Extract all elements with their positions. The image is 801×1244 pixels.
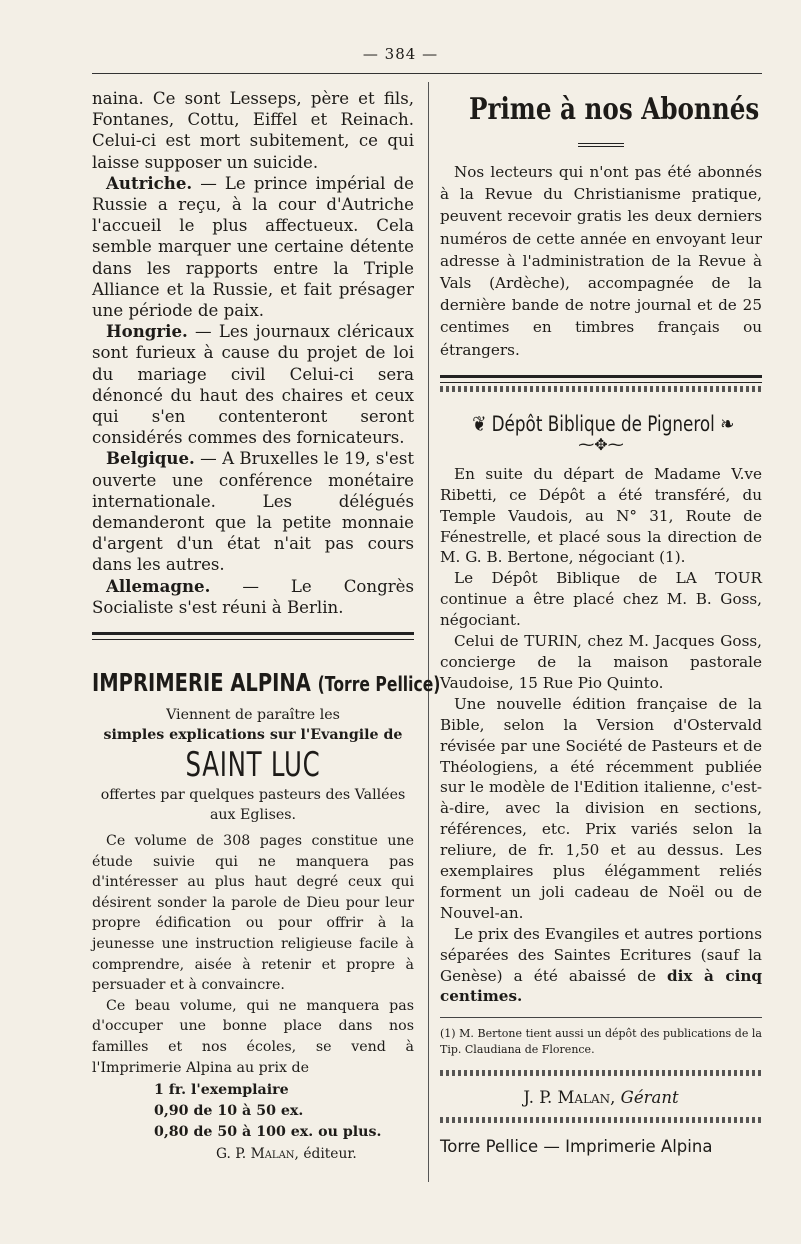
decorative-rule	[440, 1117, 762, 1123]
depot-text: Le prix des Evangiles et autres portions séparées des Saintes Ecritures (sauf la Genèse) a été abaissé de	[440, 924, 762, 985]
ad-description: Ce volume de 308 pages constitue une étude suivie qui ne manquera pas d'intéresser au plus haut degré ceux qui désirent sonder la parole de Dieu pour leur propre édification ou pour offrir à la jeunesse une instruction religieuse facile à comprendre, aisée à retenir et propre à persuader et à convaincre.	[92, 833, 414, 994]
ad-subtitle: simples explications sur l'Evangile de	[103, 727, 403, 744]
depot-paragraph: Le Dépôt Biblique de LA TOUR continue a être placé chez M. B. Goss, négociant.	[440, 569, 762, 630]
top-rule	[92, 73, 762, 74]
news-text: — A Bruxelles le 19, s'est ouverte une conférence monétaire internationale. Les délégués demanderont que la petite monnaie d'argent d'un état n'ait pas cours dans les autres.	[92, 449, 414, 575]
news-paragraph-autriche	[92, 173, 414, 321]
country-heading: Autriche.	[106, 172, 193, 193]
depot-title	[472, 411, 735, 436]
ad-sales-text: Ce beau volume, qui ne manquera pas d'occuper une bonne place dans nos familles et nos écoles, se vend à l'Imprimerie Alpina au prix de	[92, 997, 414, 1076]
country-heading: Belgique.	[106, 448, 195, 469]
ornament-right-icon: ❧	[714, 411, 735, 436]
editor-name: Malan,	[250, 1146, 299, 1163]
news-paragraph-belgique	[92, 448, 414, 575]
news-paragraph-intro	[92, 88, 414, 173]
gerant-role: Gérant	[620, 1088, 679, 1108]
price-line: 1 fr. l'exemplaire	[154, 1082, 289, 1099]
ad-title-location: (Torre Pellice)	[317, 672, 441, 697]
ad-book-title: SAINT LUC	[185, 745, 321, 786]
gerant-line	[440, 1088, 762, 1107]
imprint-line: Torre Pellice — Imprimerie Alpina	[440, 1137, 713, 1157]
page-number: — 384 —	[362, 45, 439, 63]
ornament-left-icon: ❦	[472, 411, 492, 436]
ad-intro-line: Viennent de paraître les	[166, 707, 340, 724]
column-divider	[428, 82, 429, 1182]
flourish-icon: ⁓✥⁓	[578, 434, 624, 454]
country-heading: Hongrie.	[106, 321, 188, 342]
ad-offered-line: offertes par quelques pasteurs des Vallées aux Eglises.	[100, 787, 406, 824]
news-text: — Le Congrès Socialiste s'est réuni à Berlin.	[92, 576, 414, 617]
country-heading: Allemagne.	[106, 575, 211, 596]
news-text: — Les journaux cléricaux sont furieux à cause du projet de loi du mariage civil Celui-ci sera dénoncé du haut des chaires et ceux qui s'en contenteront seront considérés commes des fornicateurs.	[92, 322, 414, 448]
editor-role: éditeur.	[303, 1146, 357, 1163]
news-text: — Le prince impérial de Russie a reçu, à la cour d'Autriche l'accueil le plus affectueux. Cela semble marquer une certaine détente dans les rapports entre la Triple Alliance et la Russie, et fait présager une période de paix.	[92, 173, 414, 321]
decorative-rule	[440, 386, 762, 392]
decorative-rule	[440, 1070, 762, 1076]
prime-title: Prime à nos Abonnés	[468, 92, 760, 127]
price-line: 0,90 de 10 à 50 ex.	[154, 1103, 304, 1120]
editor-initials: G. P.	[216, 1146, 247, 1163]
depot-paragraph-prices	[440, 924, 762, 1008]
gerant-initials: J. P.	[523, 1088, 553, 1108]
news-paragraph-allemagne	[92, 576, 414, 618]
ad-title-main: IMPRIMERIE ALPINA	[92, 668, 311, 698]
section-rule	[440, 375, 762, 383]
advertisement	[92, 668, 441, 1165]
depot-paragraph: Une nouvelle édition française de la Bible, selon la Version d'Ostervald révisée par une Société de Pasteurs et de Théologiens, a été récemment publiée sur le modèle de l'Edition italienne, c'est-à-dire, avec la division en sections, références, etc. Prix variés selon la reliure, de fr. 1,50 et au dessus. Les exemplaires plus élégamment reliés forment un joli cadeau de Noël ou de Nouvel-an.	[440, 694, 762, 922]
depot-title-text: Dépôt Biblique de Pignerol	[491, 411, 715, 436]
ad-editor	[216, 1143, 414, 1165]
footnote: (1) M. Bertone tient aussi un dépôt des publications de la Tip. Claudiana de Florence.	[440, 1027, 762, 1057]
news-text: naina. Ce sont Lesseps, père et fils, Fontanes, Cottu, Eiffel et Reinach. Celui-ci est mort subitement, ce qui laisse supposer un suicide.	[92, 89, 414, 172]
section-rule	[92, 632, 414, 640]
news-paragraph-hongrie	[92, 321, 414, 448]
depot-paragraph: En suite du départ de Madame V.ve Ribetti, ce Dépôt a été transféré, du Temple Vaudois, au N° 31, Route de Fénestrelle, et placé sous la direction de M. G. B. Bertone, négociant (1).	[440, 464, 762, 567]
prime-body: Nos lecteurs qui n'ont pas été abonnés à la Revue du Christianisme pratique, peuvent recevoir gratis les deux derniers numéros de cette année en envoyant leur adresse à l'administration de la Revue à Vals (Ardèche), accompagnée de la dernière bande de notre journal et de 25 centimes en timbres français ou étrangers.	[440, 163, 762, 359]
ad-title	[92, 668, 441, 698]
depot-paragraph: Celui de TURIN, chez M. Jacques Goss, concierge de la maison pastorale Vaudoise, 15 Rue Pio Quinto.	[440, 632, 762, 692]
gerant-name: Malan,	[557, 1088, 616, 1108]
right-column	[440, 88, 762, 1156]
depot-bold-text: dix à cinq centimes.	[440, 966, 762, 1006]
left-column	[92, 88, 441, 1165]
price-line: 0,80 de 50 à 100 ex. ou plus.	[154, 1124, 382, 1141]
